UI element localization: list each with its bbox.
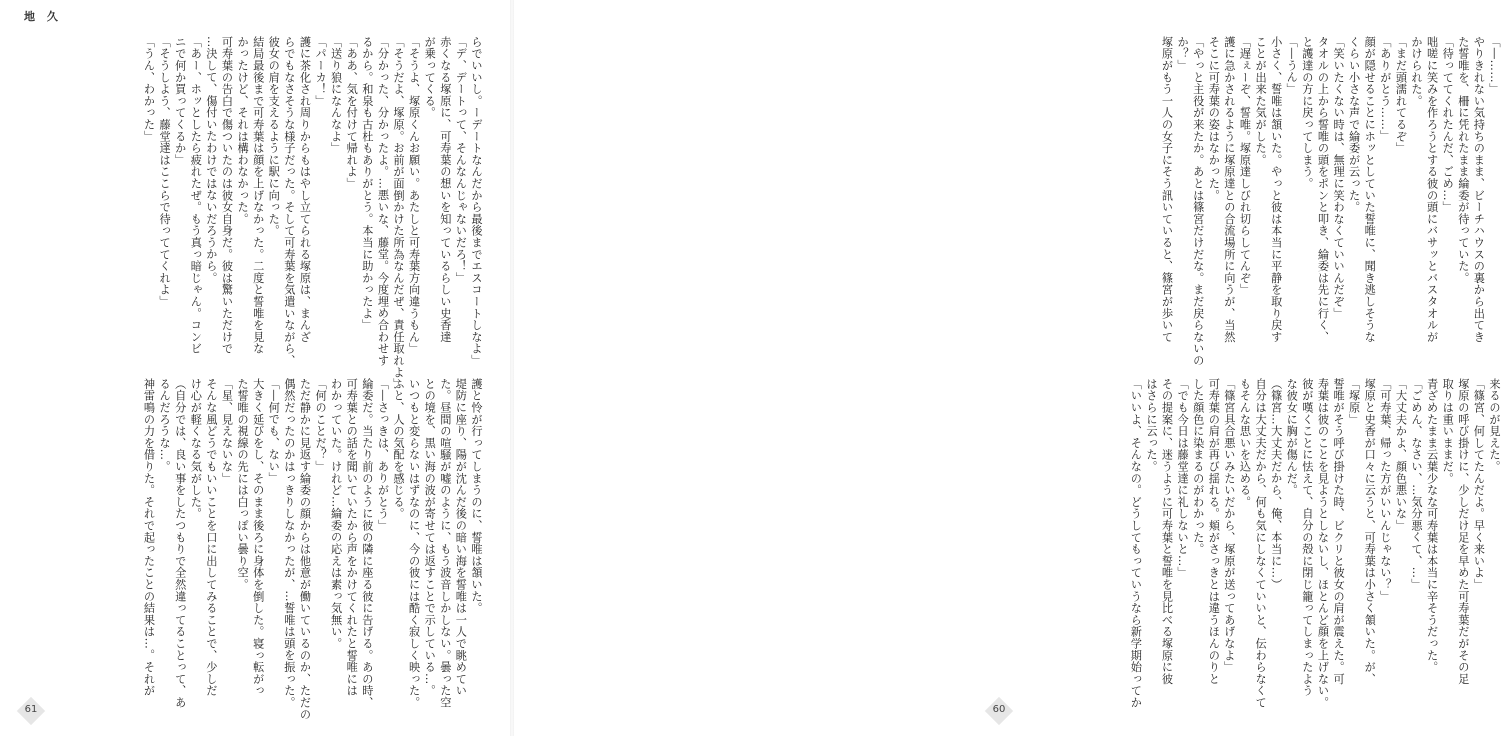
text-line: 小さく、誓唯は頷いた。やっと彼は本当に平静を取り戻す [1269,36,1283,343]
text-line: 可寿葉の肩が再び揺れる。頬がさっきとは違うほんのりと [1207,378,1221,685]
text-line: 綸委だ。当たり前のように彼の隣に座る彼に告げる。あの時、 [360,378,374,709]
text-line: もそんな思いを込める。 [1238,378,1252,508]
text-line: 彼が嘆くことに怯えて、自分の殻に閉じ籠ってしまったよう [1300,378,1314,697]
text-line: け心が軽くなる気がした。 [189,378,203,520]
text-line: 「うん、わかった」 [142,36,156,143]
text-line: そこに可寿葉の姿はなかった。 [1207,36,1221,202]
left-page-lower-text [38,378,484,721]
text-line: 「可寿葉、帰った方がいいんじゃない？」 [1378,378,1392,603]
text-line: が乗ってくる。 [423,36,437,119]
text-line: 「ああ、気を付けて帰れよ」 [345,36,359,190]
text-line: 可寿葉の告白で傷ついたのは彼女自身だ。彼は驚いただけで [220,36,234,355]
right-page [512,0,1501,736]
text-line: 神雷鳴の力を借りた。それで起ったことの結果は…。それが [142,378,156,697]
text-line: 「塚原」 [1347,378,1361,426]
text-line: 咄嗟に笑みを作ろうとする彼の頭にバサッとバスタオルが [1425,36,1439,343]
text-line: その提案に、迷うように可寿葉と誓唯を見比べる塚原に彼 [1160,378,1174,685]
text-line: 「パーカ！」 [314,36,328,107]
text-line: いつもと変らないはずなのに、今の彼には酷く寂しく映った。 [407,378,421,709]
left-page [0,0,512,736]
text-line: 「まだ頭濡れてるぞ」 [1394,36,1408,154]
text-line: 堤防に座り、陽が沈んだ後の暗い海を誓唯は一人で眺めてい [454,378,468,697]
text-line: た誓唯を、柵に凭れたまま綸委が待っていた。 [1456,36,1470,284]
text-line: 来るのが見えた。 [1488,378,1501,473]
text-line: 赤くなる塚原に、可寿葉の想いを知っているらしい史香達 [438,36,452,343]
text-line: 「―何でも、ない」 [267,378,281,485]
text-line: ことが出来た気がした。 [1254,36,1268,166]
text-line: 「あー、ホッとしたら疲れたぜ。もう真っ暗じゃん。コンビ [189,36,203,355]
text-line: 偶然だったのかはっきりしなかったが、…誓唯は頭を振った。 [282,378,296,709]
text-line: （篠宮…大丈夫だから、俺、本当に…） [1269,378,1283,591]
text-line: るんだろうな…。 [158,378,172,473]
text-line: 「星、見えないな」 [220,378,234,485]
text-line: との境を、黒い海の波が寄せては返すことで示している…。 [423,378,437,697]
text-line: 「笑いたくない時は、無理に笑わなくていいんだぞ」 [1332,36,1346,320]
right-page-upper-text [1050,36,1502,367]
text-line: した顔色に染まるのがわかった。 [1191,378,1205,555]
text-line: 寿葉は彼のことを見ようとしないし、ほとんど顔を上げない。 [1316,378,1330,709]
text-line: な彼女に胸が傷んだ。 [1285,378,1299,496]
page-number-right [984,696,1014,726]
text-line: 誓唯がそう呼び掛けた時、ビクリと彼女の肩が震えた。可 [1332,378,1346,685]
text-line: タオルの上から誓唯の頭をポンと叩き、綸委は先に行く、 [1316,36,1330,343]
text-line: …決して、傷付いたわけではないだろうから。 [204,36,218,284]
right-page-lower-text [1050,378,1502,709]
text-line: 「遅ぇーぞ、誓唯。塚原達しびれ切らしてんぞ」 [1238,36,1252,296]
text-line: やりきれない気持ちのまま、ビーチハウスの裏から出てき [1472,36,1486,343]
text-line: 「―さっきは、ありがとう」 [376,378,390,532]
text-line: 結局最後まで可寿葉は顔を上げなかった。二度と誓唯を見な [251,36,265,355]
text-line: そんな風どうでもいいことを口に出してみることで、少しだ [204,378,218,697]
text-line: ふと、人の気配を感じる。 [392,378,406,520]
text-line: 「送り狼になんなよ」 [329,36,343,154]
page-number-right-label: 60 [992,704,1006,715]
text-line: 「でも今日は藤堂達に礼しないと…」 [1176,378,1190,579]
text-line: た。昼間の喧騒が嘘のように、もう波音しかしない。曇った空 [438,378,452,709]
text-line: かけられた。 [1410,36,1424,107]
text-line: 「待っててくれたんだ、ごめ…」 [1441,36,1455,213]
text-line: 顔が隠せることにホッとしていた誓唯に、聞き逃しそうな [1363,36,1377,343]
text-line: と護達の方に戻ってしまう。 [1300,36,1314,190]
text-line: 「デ、デートって、そんなんじゃないだろ！」 [454,36,468,284]
text-line: 「そうよ、塚原くんお願い。あたしと可寿葉方向違うもん」 [407,36,421,355]
page-number-left-label: 61 [24,704,38,715]
text-line: 「そうだよ、塚原。お前が面倒かけた所為なんだぜ、責任取れよ」 [392,36,406,390]
page-number-left [16,696,46,726]
text-line: 「篠宮具合悪いみたいだから、塚原が送ってあげなよ」 [1222,378,1236,673]
text-line: るから。和泉も古杜もありがとう。本当に助かったよ」 [360,36,374,331]
text-line: 「分かった、分かったよ。…悪いな、藤堂。今度埋め合わせす [376,36,390,367]
text-line: ただ静かに見返す綸委の顔からは他意が働いているのか、ただの [298,378,312,721]
text-line: 「ごめん、なさい、…気分悪くて、…」 [1410,378,1424,591]
text-line: 取りは重いままだ。 [1441,378,1455,485]
text-line: かったけど、それは構わなかった。 [236,36,250,225]
text-line: 護に急かされるように塚原達との合流場所に向うが、当然 [1222,36,1236,343]
text-line: 塚原の呼び掛けに、少しだけ足を早めた可寿葉だがその足 [1456,378,1470,685]
text-line: はさらに云った。 [1144,378,1158,473]
text-line: 「そうしよう、藤堂達はここらで待っててくれよ」 [158,36,172,308]
text-line: 護に茶化され周りからもはやし立てられる塚原は、まんざ [298,36,312,343]
text-line: 可寿葉との話を聞いていたから声をかけてくれたと誓唯には [345,378,359,697]
text-line: た誓唯の視線の先には白っぽい曇り空。 [236,378,250,591]
text-line: 「やっと主役が来たか。あとは篠宮だけだな。まだ戻らないの [1191,36,1205,367]
text-line: くらい小さな声で綸委が云った。 [1347,36,1361,213]
text-line: らでいいし。ーデートなんだから最後までエスコートしなよ」 [470,36,483,367]
text-line: 大きく延びをし、そのまま後ろに身体を倒した。寝っ転がっ [251,378,265,697]
text-line: 「何のことだ？」 [314,378,328,473]
text-line: 護と怜が行ってしまうのに、誓唯は頷いた。 [470,378,483,614]
text-line: 塚原と史香が口々に云うと、可寿葉は小さく頷いた。が、 [1363,378,1377,685]
text-line: か？」 [1176,36,1190,72]
chapter-title: 地 久 [24,10,62,23]
left-page-upper-text [34,36,484,390]
text-line: 「ありがとう……」 [1378,36,1392,143]
text-line: 「―……」 [1488,36,1501,95]
text-line: 彼女の肩を支えるように駅に向った。 [267,36,281,237]
text-line: 「いいよ、そんなの。どうしてもっていうなら新学期始ってか [1129,378,1143,709]
text-line: 「篠宮、何してたんだよ。早く来いよ」 [1472,378,1486,591]
text-line: 「大丈夫かよ、顔色悪いな」 [1394,378,1408,532]
text-line: わかっていた。けれど…綸委の応えは素っ気無い。 [329,378,343,650]
text-line: 「―うん」 [1285,36,1299,95]
text-line: （自分では、良い事をしたつもりで全然違ってることって、あ [173,378,187,709]
text-line: 自分は大丈夫だから、何も気にしなくていいと、伝わらなくて [1254,378,1268,709]
text-line: らでもなさそうな様子だった。そして可寿葉を気遣いながら、 [282,36,296,367]
text-line: 青ざめたまま云葉少なな可寿葉は本当に辛そうだった。 [1425,378,1439,673]
text-line: ニで何か買ってくるか」 [173,36,187,166]
text-line: 塚原がもう一人の女子にそう訊いていると、篠宮が歩いて [1160,36,1174,343]
